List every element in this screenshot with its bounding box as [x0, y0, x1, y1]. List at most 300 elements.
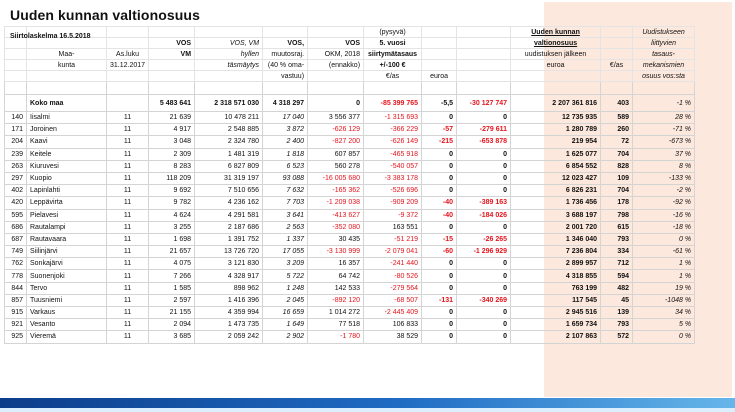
- table-cell: 560 278: [308, 160, 364, 172]
- table-cell: Varkaus: [27, 307, 107, 319]
- header-cell: [5, 49, 27, 60]
- header-cell: kunta: [27, 60, 107, 71]
- table-cell: -1 315 693: [364, 112, 422, 124]
- total-cell: 403: [601, 95, 633, 112]
- table-row: [5, 136, 695, 148]
- table-cell: -57: [422, 124, 457, 136]
- table-cell: -340 269: [457, 294, 511, 306]
- table-cell: 0: [422, 331, 457, 343]
- header-cell: €/as: [601, 60, 633, 71]
- table-cell: 0: [457, 160, 511, 172]
- table-cell: 798: [601, 209, 633, 221]
- total-cell: -1 %: [633, 95, 695, 112]
- header-cell: VOS: [308, 38, 364, 49]
- table-cell: -68 507: [364, 294, 422, 306]
- table-row: [5, 307, 695, 319]
- table-row: [5, 112, 695, 124]
- table-cell: -40: [422, 209, 457, 221]
- table-cell: 0: [457, 221, 511, 233]
- table-cell: 572: [601, 331, 633, 343]
- table-cell: -3 383 178: [364, 172, 422, 184]
- table-row: [5, 258, 695, 270]
- table-cell: Vesanto: [27, 319, 107, 331]
- table-cell: 3 688 197: [511, 209, 601, 221]
- table-cell: 3 048: [149, 136, 195, 148]
- table-cell: 45: [601, 294, 633, 306]
- table-cell: -80 526: [364, 270, 422, 282]
- table-cell: 21 639: [149, 112, 195, 124]
- table-cell: -16 %: [633, 209, 695, 221]
- table-cell: 4 624: [149, 209, 195, 221]
- table-cell: Leppävirta: [27, 197, 107, 209]
- table-cell: -184 026: [457, 209, 511, 221]
- table-cell: 749: [5, 246, 27, 258]
- header-cell: [308, 71, 364, 82]
- table-cell: 139: [601, 307, 633, 319]
- header-cell: [195, 71, 263, 82]
- header-cell: [107, 38, 149, 49]
- table-cell: 117 545: [511, 294, 601, 306]
- total-cell: 4 318 297: [263, 95, 308, 112]
- table-cell: Siilinjärvi: [27, 246, 107, 258]
- table-cell: 0: [457, 270, 511, 282]
- table-cell: 263: [5, 160, 27, 172]
- header-row: [5, 38, 695, 49]
- table-cell: 11: [107, 209, 149, 221]
- cell: [149, 82, 195, 95]
- cell: [422, 82, 457, 95]
- table-cell: 2 187 686: [195, 221, 263, 233]
- table-cell: 118 209: [149, 172, 195, 184]
- table-cell: 0 %: [633, 233, 695, 245]
- table-cell: 2 045: [263, 294, 308, 306]
- table-row: [5, 197, 695, 209]
- header-cell: (40 % omа-: [263, 60, 308, 71]
- header-cell: VOS: [149, 38, 195, 49]
- table-cell: 6 827 809: [195, 160, 263, 172]
- table-cell: 4 075: [149, 258, 195, 270]
- header-cell: euroa: [511, 60, 601, 71]
- table-cell: 11: [107, 124, 149, 136]
- table-row: [5, 331, 695, 343]
- table-cell: 219 954: [511, 136, 601, 148]
- header-cell: [457, 49, 511, 60]
- total-cell: 5 483 641: [149, 95, 195, 112]
- header-cell: 5. vuosi: [364, 38, 422, 49]
- table-cell: 30 435: [308, 233, 364, 245]
- table-cell: 12 735 935: [511, 112, 601, 124]
- table-cell: 3 641: [263, 209, 308, 221]
- table-cell: 2 563: [263, 221, 308, 233]
- header-cell: valtionosuus: [511, 38, 601, 49]
- table-cell: 106 833: [364, 319, 422, 331]
- header-row: [5, 60, 695, 71]
- table-cell: -241 440: [364, 258, 422, 270]
- table-cell: 3 121 830: [195, 258, 263, 270]
- table-cell: 925: [5, 331, 27, 343]
- table-cell: 2 548 885: [195, 124, 263, 136]
- table-cell: -892 120: [308, 294, 364, 306]
- table-cell: 0: [457, 282, 511, 294]
- table-row: [5, 160, 695, 172]
- table-cell: 828: [601, 160, 633, 172]
- header-cell: [195, 27, 263, 38]
- table-cell: -16 005 680: [308, 172, 364, 184]
- table-cell: 17 040: [263, 112, 308, 124]
- table-cell: 793: [601, 319, 633, 331]
- header-cell: +/-100 €: [364, 60, 422, 71]
- table-cell: 607 857: [308, 148, 364, 160]
- table-cell: 2 902: [263, 331, 308, 343]
- header-cell: osuus vos:sta: [633, 71, 695, 82]
- table-cell: 793: [601, 233, 633, 245]
- table-cell: 1 416 396: [195, 294, 263, 306]
- table-cell: 3 872: [263, 124, 308, 136]
- cell: [457, 82, 511, 95]
- table-cell: 1 736 456: [511, 197, 601, 209]
- table-cell: 0: [457, 172, 511, 184]
- table-cell: 1 %: [633, 270, 695, 282]
- table-cell: 763 199: [511, 282, 601, 294]
- table-cell: 0: [422, 112, 457, 124]
- header-cell: [457, 60, 511, 71]
- table-cell: 1 481 319: [195, 148, 263, 160]
- table-cell: 260: [601, 124, 633, 136]
- table-cell: 11: [107, 148, 149, 160]
- table-cell: -51 219: [364, 233, 422, 245]
- header-cell: [601, 38, 633, 49]
- header-cell: Uuden kunnan: [511, 27, 601, 38]
- table-cell: 142 533: [308, 282, 364, 294]
- table-cell: -1 209 038: [308, 197, 364, 209]
- table-cell: 1 280 789: [511, 124, 601, 136]
- table-cell: 4 359 994: [195, 307, 263, 319]
- table-cell: Sonkajärvi: [27, 258, 107, 270]
- header-cell: 31.12.2017: [107, 60, 149, 71]
- cell: [107, 82, 149, 95]
- table-row: [5, 246, 695, 258]
- table-cell: 11: [107, 319, 149, 331]
- table-cell: 11: [107, 258, 149, 270]
- spreadsheet: [4, 2, 732, 397]
- table-cell: Joroinen: [27, 124, 107, 136]
- header-cell: [422, 49, 457, 60]
- table-cell: -626 149: [364, 136, 422, 148]
- table-cell: 1 473 735: [195, 319, 263, 331]
- table-cell: -540 057: [364, 160, 422, 172]
- header-cell: vastuu): [263, 71, 308, 82]
- table-cell: -215: [422, 136, 457, 148]
- table-cell: Pielavesi: [27, 209, 107, 221]
- footer-bar-light: [0, 408, 735, 412]
- table-cell: 0: [422, 282, 457, 294]
- table-cell: 1 698: [149, 233, 195, 245]
- table-cell: 0: [422, 221, 457, 233]
- table-cell: Tervo: [27, 282, 107, 294]
- table-cell: -827 200: [308, 136, 364, 148]
- table-cell: 17 055: [263, 246, 308, 258]
- table-cell: 11: [107, 172, 149, 184]
- total-cell: [107, 95, 149, 112]
- header-cell: [149, 60, 195, 71]
- header-cell: [601, 71, 633, 82]
- footer-bar: [0, 398, 735, 408]
- total-cell: -30 127 747: [457, 95, 511, 112]
- cell: [601, 82, 633, 95]
- header-cell: Maa-: [27, 49, 107, 60]
- table-cell: 5 722: [263, 270, 308, 282]
- table-cell: -40: [422, 197, 457, 209]
- cell: [633, 82, 695, 95]
- header-row: [5, 71, 695, 82]
- table-row: [5, 148, 695, 160]
- table-cell: -165 362: [308, 185, 364, 197]
- table-cell: 11: [107, 160, 149, 172]
- header-cell: (pysyvä): [364, 27, 422, 38]
- table-cell: 19 %: [633, 282, 695, 294]
- table-cell: 921: [5, 319, 27, 331]
- table-cell: 5 %: [633, 319, 695, 331]
- table-cell: 4 236 162: [195, 197, 263, 209]
- table-cell: 7 703: [263, 197, 308, 209]
- table-cell: 595: [5, 209, 27, 221]
- table-cell: 2 597: [149, 294, 195, 306]
- header-cell: mekanismien: [633, 60, 695, 71]
- table-cell: 9 692: [149, 185, 195, 197]
- table-cell: 0: [457, 331, 511, 343]
- table-row: [5, 282, 695, 294]
- table-cell: 12 023 427: [511, 172, 601, 184]
- table-cell: 204: [5, 136, 27, 148]
- table-cell: 6 523: [263, 160, 308, 172]
- table-cell: 1 391 752: [195, 233, 263, 245]
- cell: [364, 82, 422, 95]
- table-cell: -2 445 409: [364, 307, 422, 319]
- table-cell: 615: [601, 221, 633, 233]
- table-cell: 11: [107, 136, 149, 148]
- table-cell: 31 319 197: [195, 172, 263, 184]
- table-cell: -1 296 929: [457, 246, 511, 258]
- table-cell: -413 627: [308, 209, 364, 221]
- table-cell: 762: [5, 258, 27, 270]
- valtionosuus-table: [4, 26, 695, 344]
- total-cell: -5,5: [422, 95, 457, 112]
- header-row: [5, 27, 695, 38]
- table-cell: Vieremä: [27, 331, 107, 343]
- table-cell: 4 917: [149, 124, 195, 136]
- table-cell: 1 585: [149, 282, 195, 294]
- table-row: [5, 270, 695, 282]
- total-cell: 2 207 361 816: [511, 95, 601, 112]
- table-cell: 3 209: [263, 258, 308, 270]
- table-cell: -909 209: [364, 197, 422, 209]
- table-cell: 589: [601, 112, 633, 124]
- table-row: [5, 209, 695, 221]
- table-cell: 712: [601, 258, 633, 270]
- header-cell: VM: [149, 49, 195, 60]
- header-cell: [149, 27, 195, 38]
- table-cell: 13 726 720: [195, 246, 263, 258]
- table-cell: 857: [5, 294, 27, 306]
- table-cell: Kiuruvesi: [27, 160, 107, 172]
- table-cell: -18 %: [633, 221, 695, 233]
- table-cell: -133 %: [633, 172, 695, 184]
- table-cell: 11: [107, 221, 149, 233]
- table-cell: 898 962: [195, 282, 263, 294]
- table-cell: 2 001 720: [511, 221, 601, 233]
- header-cell: uudistuksen jälkeen: [511, 49, 601, 60]
- header-cell: [27, 71, 107, 82]
- total-cell: [5, 95, 27, 112]
- header-cell: [457, 38, 511, 49]
- header-cell: liittyvien: [633, 38, 695, 49]
- table-cell: 778: [5, 270, 27, 282]
- table-cell: 11: [107, 246, 149, 258]
- table-cell: -526 696: [364, 185, 422, 197]
- table-cell: 21 155: [149, 307, 195, 319]
- header-cell: [422, 38, 457, 49]
- table-cell: 16 357: [308, 258, 364, 270]
- header-row: [5, 49, 695, 60]
- table-cell: Lapinlahti: [27, 185, 107, 197]
- table-cell: 297: [5, 172, 27, 184]
- table-cell: Keitele: [27, 148, 107, 160]
- table-cell: 11: [107, 270, 149, 282]
- table-cell: 915: [5, 307, 27, 319]
- table-cell: 0: [422, 270, 457, 282]
- table-cell: -1048 %: [633, 294, 695, 306]
- table-cell: 140: [5, 112, 27, 124]
- table-cell: 2 899 957: [511, 258, 601, 270]
- table-cell: 8 %: [633, 160, 695, 172]
- header-cell: (ennakko): [308, 60, 364, 71]
- table-cell: 704: [601, 185, 633, 197]
- table-cell: 171: [5, 124, 27, 136]
- table-cell: 0: [422, 258, 457, 270]
- table-cell: -1 780: [308, 331, 364, 343]
- header-cell: [149, 71, 195, 82]
- table-cell: 72: [601, 136, 633, 148]
- table-cell: 0: [457, 307, 511, 319]
- header-cell: [5, 60, 27, 71]
- table-cell: 402: [5, 185, 27, 197]
- table-cell: 0: [457, 258, 511, 270]
- table-cell: 163 551: [364, 221, 422, 233]
- table-cell: 686: [5, 221, 27, 233]
- table-cell: 0: [457, 112, 511, 124]
- table-cell: -389 163: [457, 197, 511, 209]
- cell: [511, 82, 601, 95]
- header-cell: euroa: [422, 71, 457, 82]
- table-row: [5, 294, 695, 306]
- cell: [263, 82, 308, 95]
- table-cell: 37 %: [633, 148, 695, 160]
- table-cell: -465 918: [364, 148, 422, 160]
- table-cell: 1 818: [263, 148, 308, 160]
- table-cell: 7 266: [149, 270, 195, 282]
- table-cell: 8 283: [149, 160, 195, 172]
- header-cell: €/as: [364, 71, 422, 82]
- table-cell: -61 %: [633, 246, 695, 258]
- table-cell: 64 742: [308, 270, 364, 282]
- table-cell: 704: [601, 148, 633, 160]
- table-cell: 93 088: [263, 172, 308, 184]
- header-cell: [601, 27, 633, 38]
- table-row: [5, 221, 695, 233]
- table-cell: 38 529: [364, 331, 422, 343]
- header-cell: täsmäytys: [195, 60, 263, 71]
- header-cell: [422, 60, 457, 71]
- table-cell: 2 945 516: [511, 307, 601, 319]
- table-cell: 1 346 040: [511, 233, 601, 245]
- header-cell: siirtymätasaus: [364, 49, 422, 60]
- table-cell: 11: [107, 185, 149, 197]
- header-cell: [5, 71, 27, 82]
- table-row: [5, 124, 695, 136]
- table-cell: -15: [422, 233, 457, 245]
- total-cell: 2 318 571 030: [195, 95, 263, 112]
- table-cell: -653 878: [457, 136, 511, 148]
- table-cell: 1 625 077: [511, 148, 601, 160]
- table-cell: 2 094: [149, 319, 195, 331]
- table-cell: 4 318 855: [511, 270, 601, 282]
- table-cell: 10 478 211: [195, 112, 263, 124]
- table-cell: 3 685: [149, 331, 195, 343]
- table-cell: 11: [107, 331, 149, 343]
- table-cell: -366 229: [364, 124, 422, 136]
- header-cell: Uudistukseen: [633, 27, 695, 38]
- table-cell: -26 265: [457, 233, 511, 245]
- table-cell: -2 %: [633, 185, 695, 197]
- table-cell: 334: [601, 246, 633, 258]
- header-cell: [263, 27, 308, 38]
- table-cell: 2 324 780: [195, 136, 263, 148]
- table-row: [5, 233, 695, 245]
- table-cell: 844: [5, 282, 27, 294]
- table-cell: 11: [107, 233, 149, 245]
- table-cell: -71 %: [633, 124, 695, 136]
- spacer-row: [5, 82, 695, 95]
- table-cell: 7 236 804: [511, 246, 601, 258]
- table-cell: 77 518: [308, 319, 364, 331]
- header-cell: [457, 27, 511, 38]
- page-title: Uuden kunnan valtionosuus: [10, 7, 200, 23]
- header-cell: tasaus-: [633, 49, 695, 60]
- table-cell: -3 130 999: [308, 246, 364, 258]
- table-cell: 7 632: [263, 185, 308, 197]
- table-cell: 0 %: [633, 331, 695, 343]
- total-cell: Koko maa: [27, 95, 107, 112]
- table-cell: 178: [601, 197, 633, 209]
- table-cell: 109: [601, 172, 633, 184]
- header-cell: hyllen: [195, 49, 263, 60]
- table-row: [5, 172, 695, 184]
- table-cell: -279 564: [364, 282, 422, 294]
- table-cell: 0: [457, 185, 511, 197]
- table-cell: 0: [422, 319, 457, 331]
- header-cell: [457, 71, 511, 82]
- table-cell: 0: [457, 148, 511, 160]
- table-cell: Suonenjoki: [27, 270, 107, 282]
- cell: [195, 82, 263, 95]
- total-row: [5, 95, 695, 112]
- header-cell: [107, 71, 149, 82]
- total-cell: -85 399 765: [364, 95, 422, 112]
- table-cell: 0: [457, 319, 511, 331]
- table-cell: Iisalmi: [27, 112, 107, 124]
- table-cell: 16 659: [263, 307, 308, 319]
- table-cell: 1 248: [263, 282, 308, 294]
